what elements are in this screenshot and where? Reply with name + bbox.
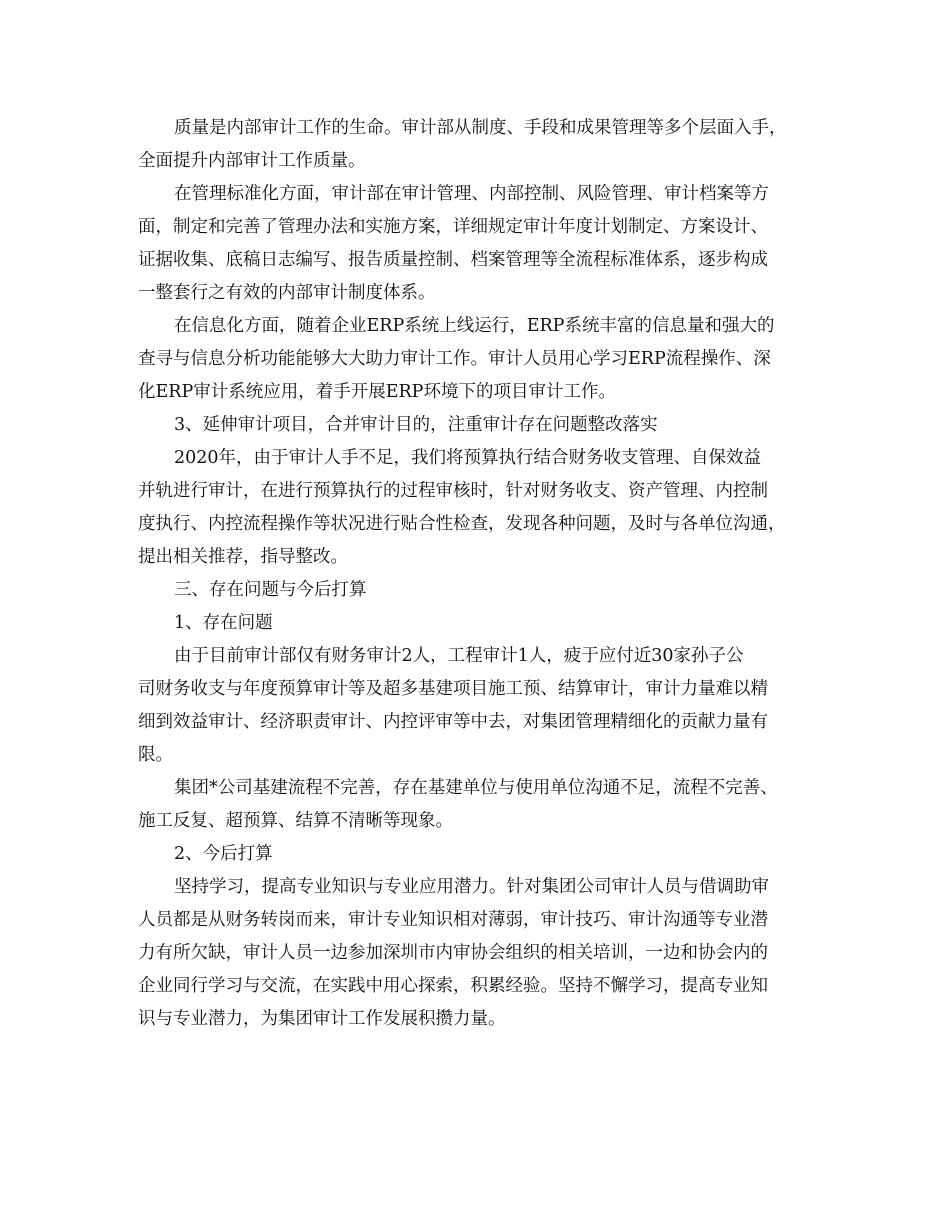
text-line: 证据收集、底稿日志编写、报告质量控制、档案管理等全流程标准体系，逐步构成 bbox=[138, 250, 768, 270]
text-line: 2020年，由于审计人手不足，我们将预算执行结合财务收支管理、自保效益 bbox=[174, 448, 762, 468]
section-heading: 1、存在问题 bbox=[174, 613, 273, 633]
section-heading: 2、今后打算 bbox=[174, 844, 273, 864]
text-line: 化ERP审计系统应用，着手开展ERP环境下的项目审计工作。 bbox=[138, 382, 616, 402]
text-line: 力有所欠缺，审计人员一边参加深圳市内审协会组织的相关培训，一边和协会内的 bbox=[138, 943, 768, 963]
text-line: 面，制定和完善了管理办法和实施方案，详细规定审计年度计划制定、方案设计、 bbox=[138, 217, 768, 237]
text-line: 识与专业潜力，为集团审计工作发展积攒力量。 bbox=[138, 1009, 506, 1029]
document-body bbox=[138, 112, 838, 1036]
text-line: 细到效益审计、经济职责审计、内控评审等中去，对集团管理精细化的贡献力量有 bbox=[138, 712, 768, 732]
text-line: 坚持学习，提高专业知识与专业应用潜力。针对集团公司审计人员与借调助审 bbox=[174, 877, 769, 897]
text-line: 查寻与信息分析功能能够大大助力审计工作。审计人员用心学习ERP流程操作、深 bbox=[138, 349, 771, 369]
text-line: 质量是内部审计工作的生命。审计部从制度、手段和成果管理等多个层面入手， bbox=[174, 118, 787, 138]
text-line: 全面提升内部审计工作质量。 bbox=[138, 151, 366, 171]
text-line: 企业同行学习与交流，在实践中用心探索，积累经验。坚持不懈学习，提高专业知 bbox=[138, 976, 768, 996]
text-line: 限。 bbox=[138, 745, 173, 765]
text-line: 施工反复、超预算、结算不清晰等现象。 bbox=[138, 811, 453, 831]
text-line: 一整套行之有效的内部审计制度体系。 bbox=[138, 283, 436, 303]
text-line: 在管理标准化方面，审计部在审计管理、内部控制、风险管理、审计档案等方 bbox=[174, 184, 769, 204]
text-line: 并轨进行审计，在进行预算执行的过程审核时，针对财务收支、资产管理、内控制 bbox=[138, 481, 768, 501]
text-line: 人员都是从财务转岗而来，审计专业知识相对薄弱，审计技巧、审计沟通等专业潜 bbox=[138, 910, 768, 930]
text-line: 在信息化方面，随着企业ERP系统上线运行，ERP系统丰富的信息量和强大的 bbox=[174, 316, 775, 336]
text-line: 集团*公司基建流程不完善，存在基建单位与使用单位沟通不足，流程不完善、 bbox=[174, 778, 778, 798]
text-line: 提出相关推荐，指导整改。 bbox=[138, 547, 348, 567]
section-heading: 3、延伸审计项目，合并审计目的，注重审计存在问题整改落实 bbox=[174, 415, 658, 435]
text-line: 司财务收支与年度预算审计等及超多基建项目施工预、结算审计，审计力量难以精 bbox=[138, 679, 768, 699]
text-line: 由于目前审计部仅有财务审计2人，工程审计1人，疲于应付近30家孙子公 bbox=[174, 646, 744, 666]
text-line: 度执行、内控流程操作等状况进行贴合性检查，发现各种问题，及时与各单位沟通， bbox=[138, 514, 786, 534]
section-heading: 三、存在问题与今后打算 bbox=[174, 580, 367, 600]
